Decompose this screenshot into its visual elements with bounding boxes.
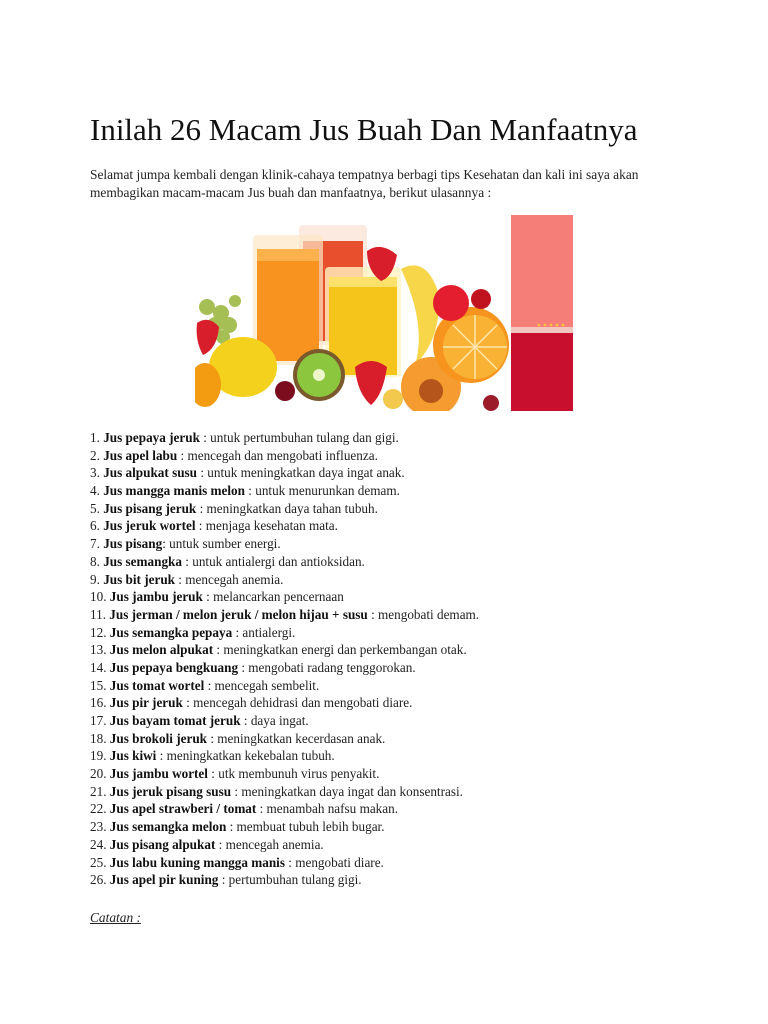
item-number: 24. [90, 836, 107, 852]
list-item [90, 588, 479, 606]
item-number: 10. [90, 589, 107, 605]
juice-benefit: : melancarkan pencernaan [202, 589, 344, 605]
list-item [90, 606, 479, 624]
list-item [90, 500, 479, 518]
juice-name: Jus apel labu [103, 447, 178, 463]
juice-name: Jus kiwi [109, 748, 157, 764]
list-item [90, 783, 479, 801]
list-item [90, 464, 479, 482]
item-number: 9. [90, 571, 100, 587]
juice-benefit: : menambah nafsu makan. [256, 801, 399, 817]
list-item [90, 517, 479, 535]
juice-name: Jus apel pir kuning [109, 872, 219, 888]
juice-benefit: : meningkatkan daya tahan tubuh. [196, 500, 378, 516]
item-number: 13. [90, 642, 107, 658]
juice-benefit: : meningkatkan kekebalan tubuh. [156, 748, 335, 764]
list-item [90, 553, 479, 571]
list-item [90, 765, 479, 783]
juice-name: Jus pisang [103, 536, 163, 552]
juice-benefit: : mencegah dan mengobati influenza. [177, 447, 378, 463]
list-item [90, 836, 479, 854]
juice-benefit: : untuk antialergi dan antioksidan. [181, 553, 365, 569]
juice-benefit: : mengobati diare. [284, 854, 384, 870]
item-number: 12. [90, 624, 107, 640]
juice-benefit: : antialergi. [232, 624, 296, 640]
juice-benefit: : mengobati radang tenggorokan. [238, 659, 416, 675]
item-number: 8. [90, 553, 100, 569]
juice-benefit: : untuk menurunkan demam. [244, 483, 400, 499]
list-item [90, 641, 479, 659]
list-item [90, 571, 479, 589]
juice-name: Jus jambu jeruk [109, 589, 203, 605]
juice-name: Jus labu kuning mangga manis [109, 854, 285, 870]
item-number: 2. [90, 447, 100, 463]
item-number: 6. [90, 518, 100, 534]
item-number: 21. [90, 783, 107, 799]
juice-benefit: : untuk sumber energi. [162, 536, 281, 552]
intro-paragraph: Selamat jumpa kembali dengan klinik-cahaya tempatnya berbagi tips Kesehatan dan kali ini saya akan membagikan macam-macam Jus buah dan manfaatnya, berikut ulasannya : [90, 167, 639, 200]
list-item [90, 447, 479, 465]
juice-benefit: : meningkatkan kecerdasan anak. [207, 730, 386, 746]
fruit-juice-photo [195, 215, 573, 411]
juice-benefit: : mencegah sembelit. [204, 677, 320, 693]
item-number: 7. [90, 536, 100, 552]
item-number: 3. [90, 465, 100, 481]
juice-name: Jus jeruk pisang susu [109, 783, 232, 799]
juice-benefit: : daya ingat. [240, 713, 309, 728]
item-number: 14. [90, 659, 107, 675]
article-title: Inilah 26 Macam Jus Buah Dan Manfaatnya [90, 112, 638, 147]
juice-name: Jus pisang jeruk [103, 500, 197, 516]
item-number: 23. [90, 819, 107, 835]
item-number: 11. [90, 606, 106, 622]
item-number: 25. [90, 854, 107, 870]
juice-benefit: : untuk meningkatkan daya ingat anak. [197, 465, 405, 481]
juice-benefit: : membuat tubuh lebih bugar. [226, 819, 385, 835]
juice-name: Jus jerman / melon jeruk / melon hijau + susu [109, 606, 368, 622]
list-item [90, 624, 479, 642]
list-item [90, 482, 479, 500]
juice-name: Jus semangka melon [109, 819, 227, 835]
item-number: 20. [90, 766, 107, 782]
item-number: 19. [90, 748, 107, 764]
juice-name: Jus tomat wortel [109, 677, 205, 693]
juice-name: Jus jambu wortel [109, 766, 208, 782]
juice-name: Jus bayam tomat jeruk [109, 713, 241, 728]
juice-name: Jus pisang alpukat [109, 836, 216, 852]
juice-list [90, 429, 479, 889]
note-label: Catatan : [90, 910, 141, 925]
juice-benefit: : meningkatkan energi dan perkembangan otak. [213, 642, 467, 658]
list-item [90, 659, 479, 677]
juice-benefit: : pertumbuhan tulang gigi. [218, 872, 362, 888]
item-number: 4. [90, 483, 100, 499]
juice-name: Jus pir jeruk [109, 695, 183, 711]
item-number: 26. [90, 872, 107, 888]
juice-benefit: : menjaga kesehatan mata. [195, 518, 338, 534]
juice-name: Jus apel strawberi / tomat [109, 801, 257, 817]
item-number: 1. [90, 430, 100, 445]
item-number: 15. [90, 677, 107, 693]
juice-name: Jus pepaya bengkuang [109, 659, 239, 675]
juice-name: Jus alpukat susu [103, 465, 198, 481]
list-item [90, 818, 479, 836]
juice-name: Jus jeruk wortel [103, 518, 196, 534]
juice-name: Jus semangka pepaya [109, 624, 233, 640]
item-number: 16. [90, 695, 107, 711]
list-item [90, 429, 479, 447]
juice-benefit: : mencegah anemia. [175, 571, 284, 587]
juice-name: Jus semangka [103, 553, 182, 569]
list-item [90, 854, 479, 872]
list-item [90, 800, 479, 818]
juice-benefit: : mencegah dehidrasi dan mengobati diare. [182, 695, 413, 711]
juice-name: Jus bit jeruk [103, 571, 175, 587]
juice-name: Jus brokoli jeruk [109, 730, 208, 746]
list-item [90, 871, 479, 889]
juice-benefit: : untuk pertumbuhan tulang dan gigi. [199, 430, 399, 445]
juice-benefit: : meningkatkan daya ingat dan konsentrasi. [231, 783, 463, 799]
list-item [90, 747, 479, 765]
list-item [90, 535, 479, 553]
item-number: 22. [90, 801, 107, 817]
list-item [90, 730, 479, 748]
juice-name: Jus melon alpukat [109, 642, 214, 658]
item-number: 18. [90, 730, 107, 746]
juice-benefit: : mencegah anemia. [215, 836, 324, 852]
juice-benefit: : utk membunuh virus penyakit. [207, 766, 380, 782]
item-number: 5. [90, 500, 100, 516]
juice-name: Jus mangga manis melon [103, 483, 245, 499]
list-item [90, 694, 479, 712]
juice-name: Jus pepaya jeruk [103, 430, 200, 445]
juice-benefit: : mengobati demam. [367, 606, 480, 622]
list-item [90, 677, 479, 695]
item-number: 17. [90, 713, 107, 728]
list-item [90, 712, 479, 730]
